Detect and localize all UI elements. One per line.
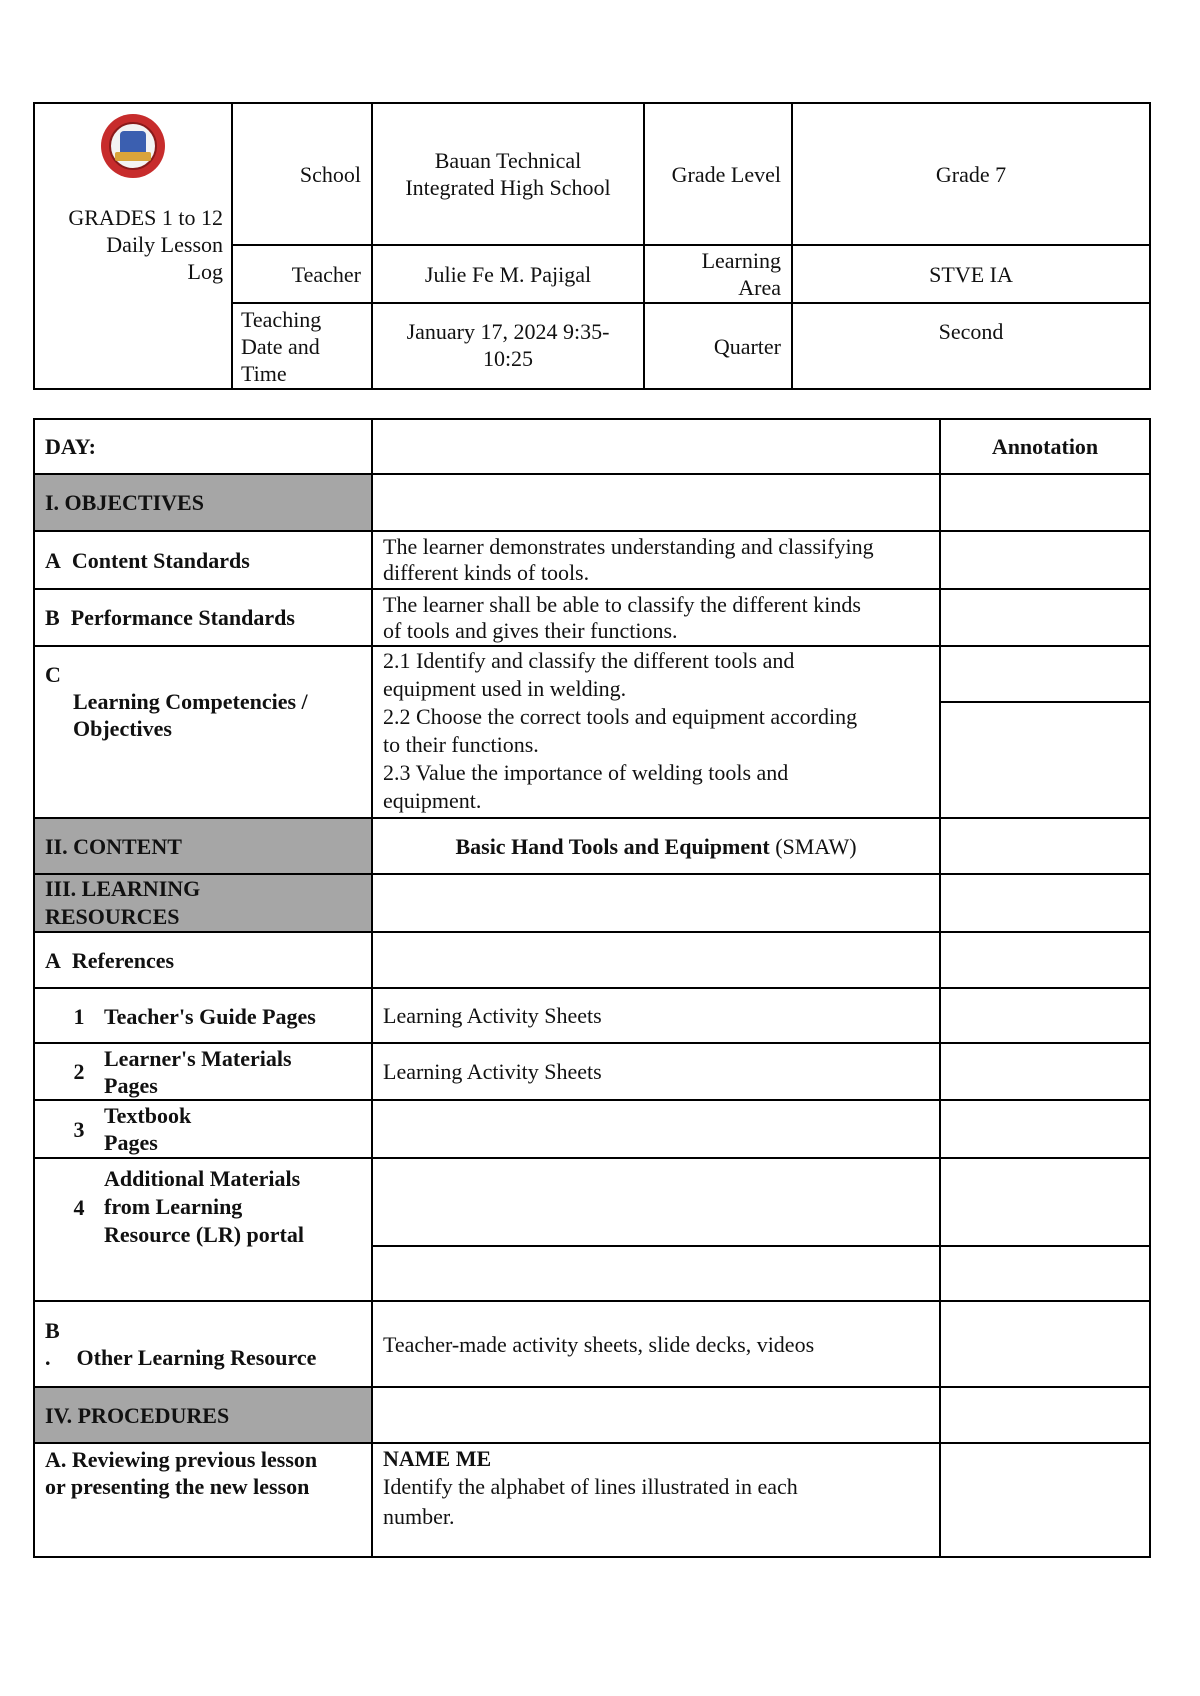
resources-value xyxy=(372,874,940,932)
content-standards-value xyxy=(372,531,940,589)
additional-materials-text xyxy=(104,1165,304,1249)
references-text: References xyxy=(71,947,175,973)
references-label xyxy=(34,932,372,988)
other-resource-dot: . xyxy=(45,1345,51,1370)
other-resource-value: Teacher-made activity sheets, slide decks, videos xyxy=(372,1301,940,1387)
competency-line: equipment. xyxy=(383,788,482,813)
additional-materials-value-2 xyxy=(372,1246,940,1301)
learning-area-line1: Learning xyxy=(701,248,781,273)
textbook-annotation xyxy=(940,1100,1150,1158)
competencies-label-line2: Objectives xyxy=(73,716,172,741)
competencies-letter: C xyxy=(45,662,61,687)
review-label xyxy=(34,1443,372,1557)
teaching-date-value xyxy=(372,303,644,389)
annotation-header: Annotation xyxy=(940,419,1150,474)
teachers-guide-label xyxy=(34,988,372,1043)
resources-annotation xyxy=(940,874,1150,932)
school-line1: Bauan Technical xyxy=(434,148,582,173)
additional-materials-line2: from Learning xyxy=(104,1194,243,1219)
other-resource-letter: B xyxy=(45,1318,60,1343)
teaching-date-value-line2: 10:25 xyxy=(482,346,534,371)
learning-area-label xyxy=(644,245,792,303)
competency-line: 2.2 Choose the correct tools and equipment according xyxy=(383,704,858,729)
references-letter: A xyxy=(45,947,61,973)
textbook-value xyxy=(372,1100,940,1158)
competency-line: to their functions. xyxy=(383,732,539,757)
content-topic-bold: Basic Hand Tools and Equipment xyxy=(455,833,770,859)
teaching-date-line2: Date and xyxy=(241,333,320,359)
content-heading: II. CONTENT xyxy=(34,818,372,874)
school-label: School xyxy=(232,103,372,245)
performance-standards-line1: The learner shall be able to classify the different kinds xyxy=(383,591,861,617)
teachers-guide-text: Teacher's Guide Pages xyxy=(104,1004,316,1030)
textbook-label xyxy=(34,1100,372,1158)
review-line2: number. xyxy=(383,1504,455,1529)
performance-standards-annotation xyxy=(940,589,1150,646)
review-value xyxy=(372,1443,940,1557)
teacher-label: Teacher xyxy=(232,245,372,303)
performance-standards-label xyxy=(34,589,372,646)
other-resource-annotation xyxy=(940,1301,1150,1387)
objectives-heading: I. OBJECTIVES xyxy=(34,474,372,531)
learning-area-line2: Area xyxy=(738,275,781,300)
additional-materials-label xyxy=(34,1158,372,1301)
review-annotation xyxy=(940,1443,1150,1557)
learners-materials-label xyxy=(34,1043,372,1100)
learners-materials-line1: Learner's Materials xyxy=(104,1045,292,1071)
additional-materials-annotation-1 xyxy=(940,1158,1150,1246)
learners-materials-line2: Pages xyxy=(104,1072,158,1098)
procedures-annotation xyxy=(940,1387,1150,1443)
additional-materials-value-1 xyxy=(372,1158,940,1246)
performance-standards-value xyxy=(372,589,940,646)
other-resource-label xyxy=(34,1301,372,1387)
grade-level-value: Grade 7 xyxy=(792,103,1150,245)
other-resource-row xyxy=(45,1344,361,1371)
learning-area-value: STVE IA xyxy=(792,245,1150,303)
teachers-guide-annotation xyxy=(940,988,1150,1043)
teaching-date-value-line1: January 17, 2024 9:35- xyxy=(406,319,610,344)
resources-heading-line2: RESOURCES xyxy=(45,904,180,929)
resources-heading-line1: III. LEARNING xyxy=(45,876,201,901)
school-value xyxy=(372,103,644,245)
day-value xyxy=(372,419,940,474)
teachers-guide-num: 1 xyxy=(73,1004,85,1030)
performance-standards-text: Performance Standards xyxy=(70,605,295,630)
teacher-value: Julie Fe M. Pajigal xyxy=(372,245,644,303)
log-title-line2: Daily Lesson xyxy=(106,232,223,257)
review-line1: Identify the alphabet of lines illustrated in each xyxy=(383,1474,798,1499)
content-standards-annotation xyxy=(940,531,1150,589)
lesson-plan-table xyxy=(33,418,1151,1558)
header-table xyxy=(33,102,1151,390)
review-title: NAME ME xyxy=(383,1446,492,1471)
log-title-cell xyxy=(34,103,232,389)
textbook-text xyxy=(104,1102,191,1156)
grade-level-label: Grade Level xyxy=(644,103,792,245)
additional-materials-line3: Resource (LR) portal xyxy=(104,1222,304,1247)
teaching-date-line3: Time xyxy=(241,360,287,386)
school-line2: Integrated High School xyxy=(405,175,611,200)
competencies-label xyxy=(34,646,372,818)
teaching-date-line1: Teaching xyxy=(241,306,322,332)
review-label-line1: A. Reviewing previous lesson xyxy=(45,1447,318,1472)
competencies-annotation-1 xyxy=(940,646,1150,702)
learners-materials-value: Learning Activity Sheets xyxy=(372,1043,940,1100)
content-standards-letter: A xyxy=(45,547,61,573)
quarter-value: Second xyxy=(792,303,1150,389)
competency-line: 2.1 Identify and classify the different tools and xyxy=(383,648,795,673)
textbook-line1: Textbook xyxy=(104,1103,192,1128)
review-label-line2: or presenting the new lesson xyxy=(45,1474,310,1499)
additional-materials-annotation-2 xyxy=(940,1246,1150,1301)
textbook-line2: Pages xyxy=(104,1130,158,1155)
content-standards-label xyxy=(34,531,372,589)
resources-heading xyxy=(34,874,372,932)
teachers-guide-value: Learning Activity Sheets xyxy=(372,988,940,1043)
procedures-heading: IV. PROCEDURES xyxy=(34,1387,372,1443)
learners-materials-num: 2 xyxy=(73,1059,85,1084)
content-standards-line2: different kinds of tools. xyxy=(383,560,590,585)
log-title-line1: GRADES 1 to 12 xyxy=(68,205,223,230)
deped-seal-icon xyxy=(101,114,165,178)
objectives-value xyxy=(372,474,940,531)
objectives-annotation xyxy=(940,474,1150,531)
learners-materials-annotation xyxy=(940,1043,1150,1100)
performance-standards-line2: of tools and gives their functions. xyxy=(383,617,678,643)
performance-standards-letter: B xyxy=(45,605,60,630)
references-annotation xyxy=(940,932,1150,988)
content-annotation xyxy=(940,818,1150,874)
competency-line: equipment used in welding. xyxy=(383,676,627,701)
other-resource-text: Other Learning Resource xyxy=(76,1345,317,1370)
content-standards-line1: The learner demonstrates understanding and classifying xyxy=(383,534,874,559)
content-standards-text: Content Standards xyxy=(71,547,250,573)
additional-materials-line1: Additional Materials xyxy=(104,1166,301,1191)
content-topic xyxy=(372,818,940,874)
competency-line: 2.3 Value the importance of welding tools and xyxy=(383,760,789,785)
content-topic-normal: (SMAW) xyxy=(775,833,857,859)
learners-materials-text xyxy=(104,1045,292,1099)
competencies-value xyxy=(372,646,940,818)
procedures-value xyxy=(372,1387,940,1443)
quarter-label: Quarter xyxy=(644,303,792,389)
textbook-num: 3 xyxy=(73,1116,85,1142)
competencies-annotation-2 xyxy=(940,702,1150,818)
references-value xyxy=(372,932,940,988)
teaching-date-label xyxy=(232,303,372,389)
additional-materials-num: 4 xyxy=(73,1194,85,1220)
competencies-label-line1: Learning Competencies / xyxy=(73,689,308,714)
log-title-line3: Log xyxy=(187,259,223,284)
day-label: DAY: xyxy=(34,419,372,474)
